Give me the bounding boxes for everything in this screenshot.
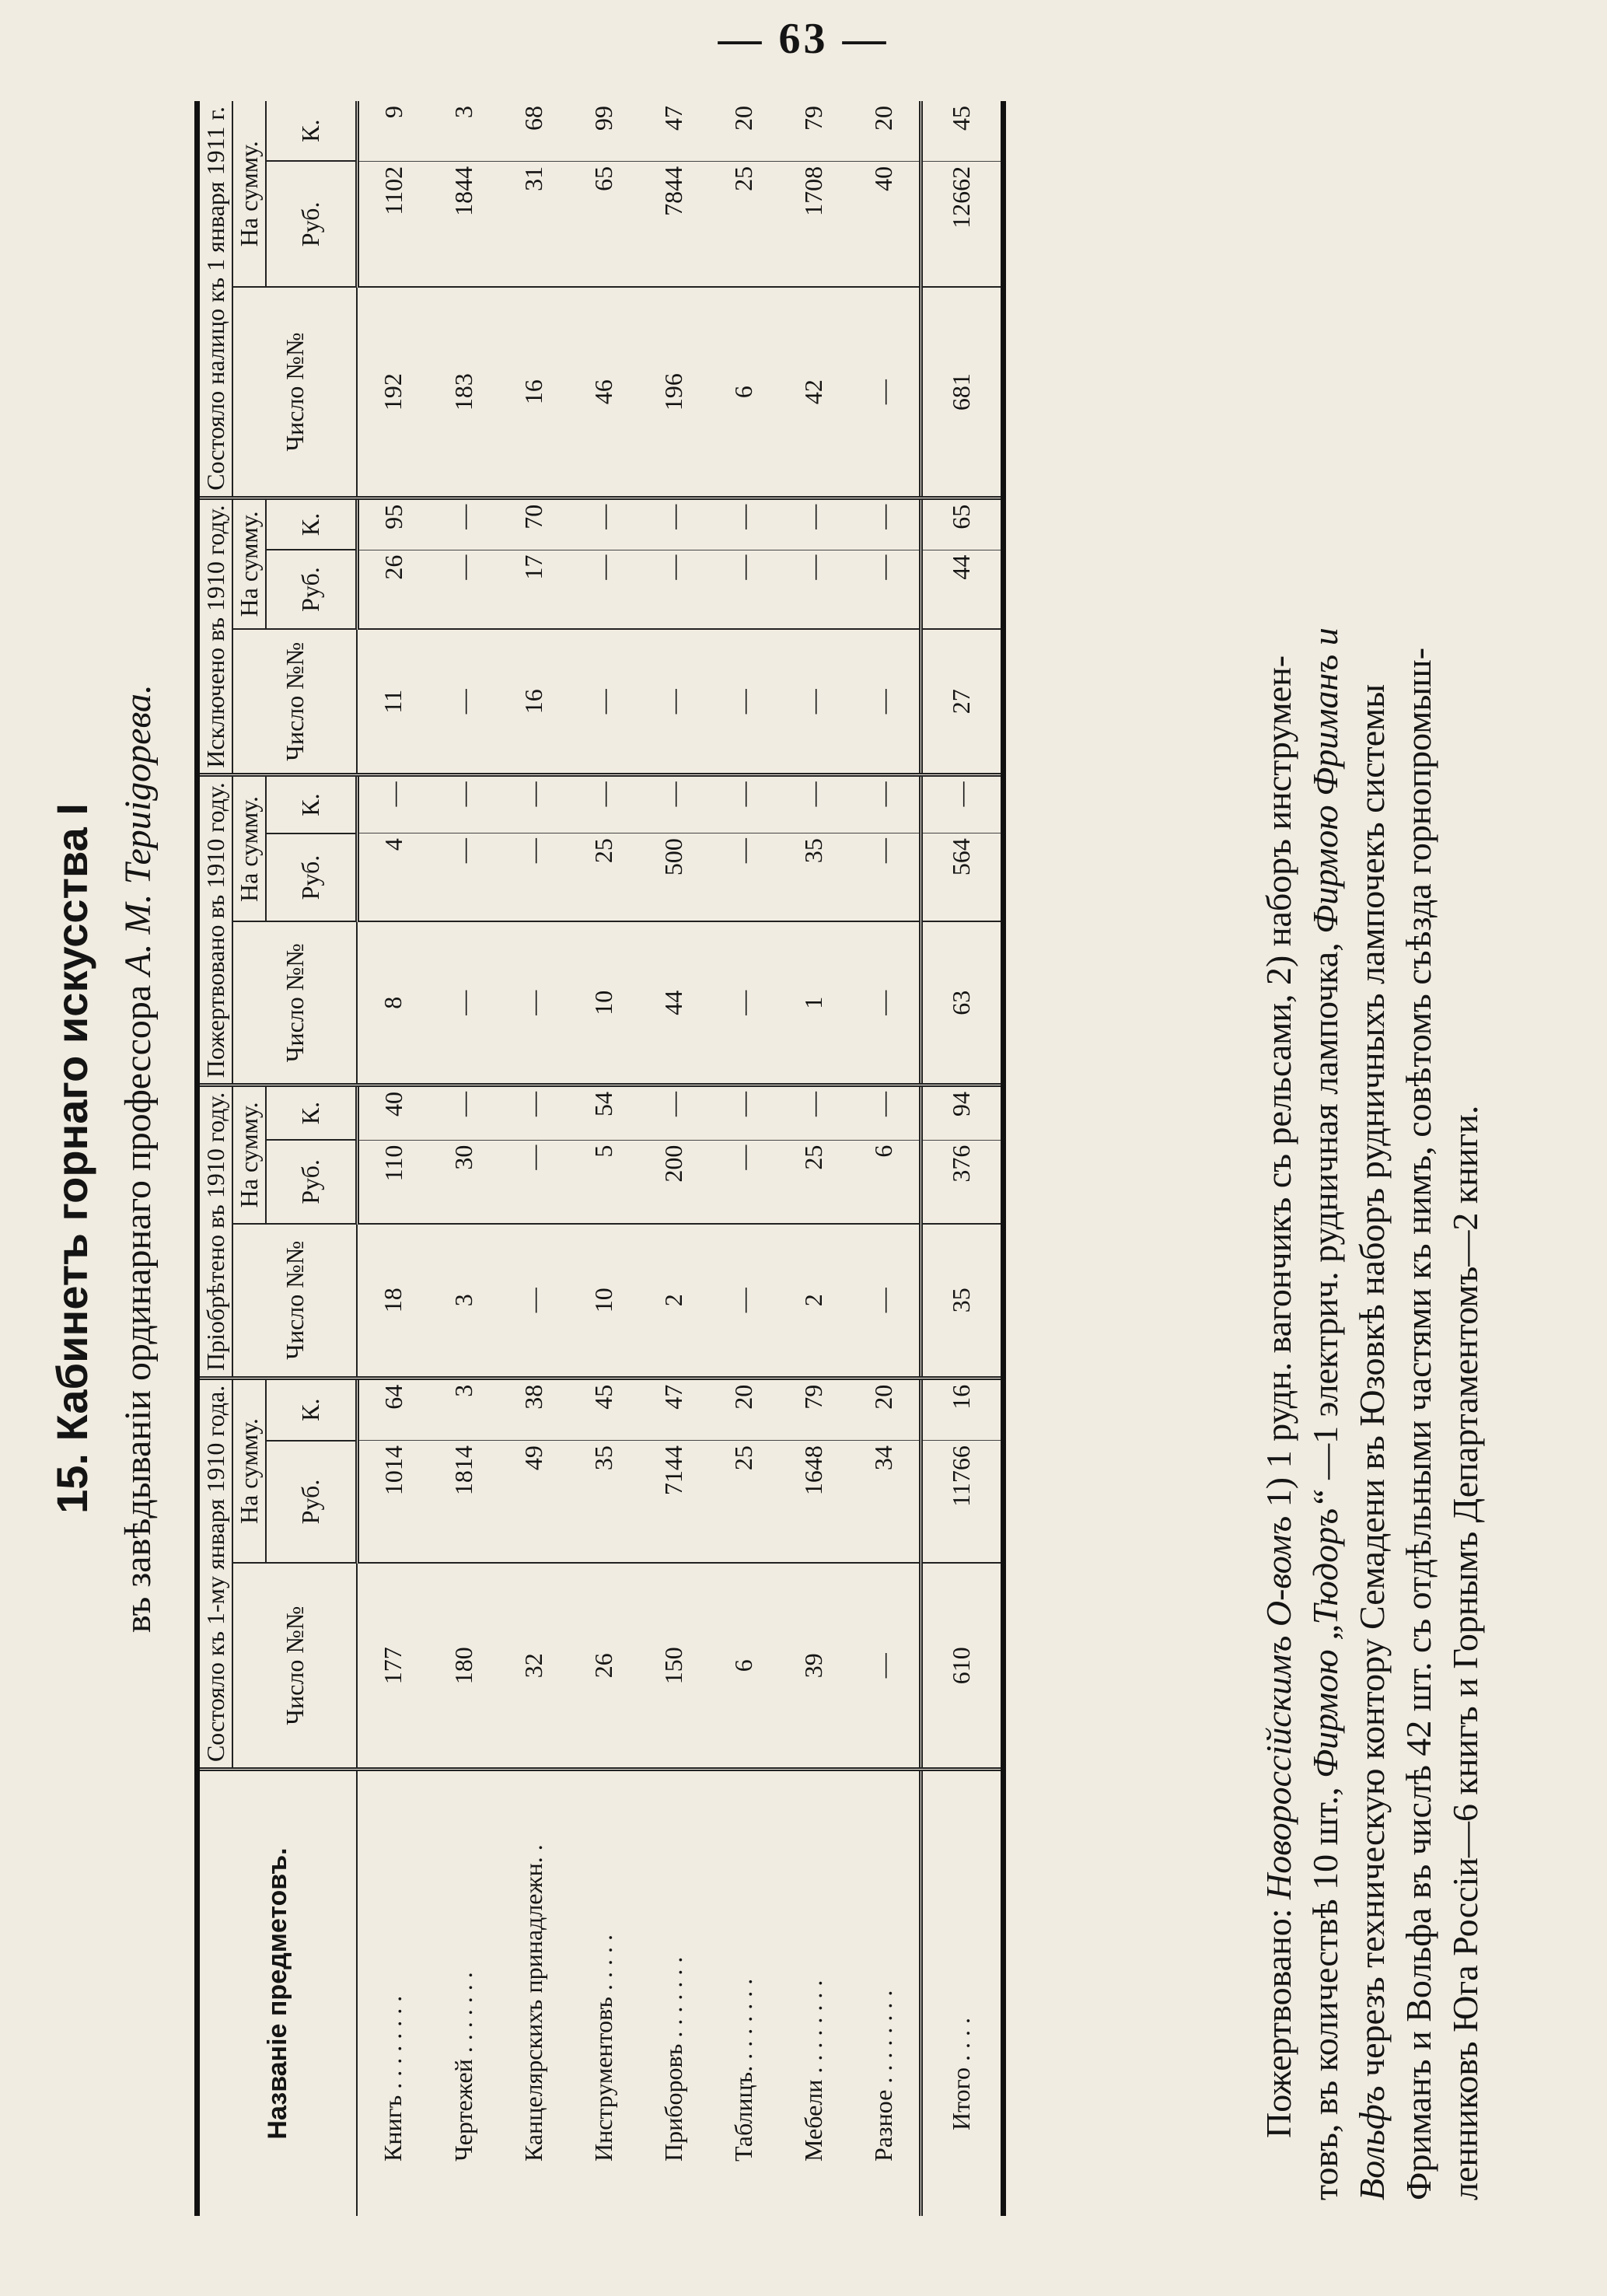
count-cell: 180	[429, 1563, 499, 1769]
kop-cell: 70	[499, 498, 569, 550]
kop-cell: —	[429, 775, 499, 833]
kop-header: К.	[266, 101, 358, 161]
kop-cell: 45	[569, 1378, 639, 1440]
kop-cell: 79	[779, 1378, 849, 1440]
item-name: Приборовъ . . . . . . .	[659, 1956, 688, 2161]
professor-name: А. М. Териigoрева.	[117, 684, 159, 976]
rub-header: Руб.	[266, 550, 358, 629]
sum-header: На сумму.	[232, 101, 266, 287]
kop-cell: —	[639, 1085, 709, 1140]
rub-cell: 12662	[921, 161, 1003, 287]
rub-cell: 1708	[779, 161, 849, 287]
footnote-line-5: ленниковъ Юга Россіи—6 книгъ и Горнымъ Департаментомъ—2 книги.	[1445, 1105, 1485, 2200]
group-header-3: Исключено въ 1910 году.	[197, 498, 232, 775]
count-cell: —	[429, 922, 499, 1085]
rub-cell: —	[709, 550, 779, 629]
count-header: Число №№	[232, 1224, 357, 1378]
kop-cell: —	[709, 775, 779, 833]
kop-cell: —	[569, 498, 639, 550]
rub-cell: 40	[849, 161, 921, 287]
count-cell: 196	[639, 287, 709, 498]
kop-cell: 79	[779, 101, 849, 161]
count-cell: 183	[429, 287, 499, 498]
footnote-donor: Фирмою Фриманъ и	[1305, 627, 1345, 934]
count-cell: —	[499, 922, 569, 1085]
count-cell: —	[709, 1224, 779, 1378]
kop-cell: 47	[639, 101, 709, 161]
count-cell: 26	[569, 1563, 639, 1769]
inventory-table	[194, 101, 1006, 2216]
footnote-text: Пожертвовано:	[1259, 1899, 1298, 2138]
kop-cell: 47	[639, 1378, 709, 1440]
rub-cell: 7144	[639, 1441, 709, 1564]
count-cell: —	[849, 1224, 921, 1378]
kop-cell: 3	[429, 101, 499, 161]
kop-header: К.	[266, 775, 358, 833]
kop-cell: —	[429, 1085, 499, 1140]
table-body	[357, 101, 1003, 2216]
count-cell: 6	[709, 1563, 779, 1769]
kop-header: К.	[266, 1378, 358, 1440]
count-cell: 2	[639, 1224, 709, 1378]
rub-cell: 1648	[779, 1441, 849, 1564]
kop-cell: —	[921, 775, 1003, 833]
kop-cell: —	[499, 1085, 569, 1140]
donation-footnote	[1256, 117, 1489, 2200]
rub-cell: 65	[569, 161, 639, 287]
kop-cell: 38	[499, 1378, 569, 1440]
rub-header: Руб.	[266, 833, 358, 922]
rub-cell: 4	[357, 833, 429, 922]
kop-cell: 64	[357, 1378, 429, 1440]
rub-cell: 35	[569, 1441, 639, 1564]
item-name: Инструментовъ . . . . .	[589, 1934, 618, 2161]
rub-cell: 1102	[357, 161, 429, 287]
kop-cell: —	[779, 775, 849, 833]
count-cell: 2	[779, 1224, 849, 1378]
count-cell: —	[639, 629, 709, 775]
group-header-4: Состояло налицо къ 1 января 1911 г.	[197, 101, 232, 498]
count-cell: 46	[569, 287, 639, 498]
kop-cell: 20	[849, 1378, 921, 1440]
rub-cell: —	[499, 1140, 569, 1224]
table-row	[849, 101, 921, 2216]
table-row	[639, 101, 709, 2216]
rub-cell: 44	[921, 550, 1003, 629]
item-name: Книгъ . . . . . . . .	[379, 1995, 407, 2161]
rub-cell: 17	[499, 550, 569, 629]
count-cell: —	[779, 629, 849, 775]
kop-cell: 65	[921, 498, 1003, 550]
count-cell: 27	[921, 629, 1003, 775]
kop-cell: —	[709, 498, 779, 550]
rub-cell: 31	[499, 161, 569, 287]
kop-cell: —	[779, 498, 849, 550]
count-cell: —	[849, 1563, 921, 1769]
rub-cell: 25	[709, 1441, 779, 1564]
kop-cell: —	[499, 775, 569, 833]
footnote-text: 1) 1 рудн. вагончикъ съ рельсами, 2) наборъ инструмен-	[1259, 655, 1298, 1516]
rub-cell: 34	[849, 1441, 921, 1564]
count-cell: 18	[357, 1224, 429, 1378]
rub-cell: —	[779, 550, 849, 629]
count-cell: —	[709, 922, 779, 1085]
rub-cell: 25	[779, 1140, 849, 1224]
footnote-text: —1 электрич. рудничная лампочка,	[1305, 933, 1345, 1489]
kop-cell: 94	[921, 1085, 1003, 1140]
count-header: Число №№	[232, 287, 357, 498]
table-row	[569, 101, 639, 2216]
count-cell: 177	[357, 1563, 429, 1769]
kop-cell: —	[849, 1085, 921, 1140]
rub-cell: —	[429, 550, 499, 629]
kop-cell: 40	[357, 1085, 429, 1140]
total-label: Итого . . . .	[921, 1770, 1003, 2217]
count-cell: 8	[357, 922, 429, 1085]
count-cell: 610	[921, 1563, 1003, 1769]
sum-header: На сумму.	[232, 1085, 266, 1223]
count-cell: —	[849, 922, 921, 1085]
count-cell: 11	[357, 629, 429, 775]
footnote-donor: Вольфъ	[1352, 2085, 1392, 2200]
rub-cell: 25	[709, 161, 779, 287]
kop-cell: —	[779, 1085, 849, 1140]
footnote-line-3	[1349, 117, 1396, 2200]
count-cell: 681	[921, 287, 1003, 498]
count-cell: 10	[569, 1224, 639, 1378]
sum-header: На сумму.	[232, 1378, 266, 1563]
count-cell: 63	[921, 922, 1003, 1085]
rub-cell: 1844	[429, 161, 499, 287]
rub-cell: —	[429, 833, 499, 922]
rub-cell: —	[499, 833, 569, 922]
count-cell: 6	[709, 287, 779, 498]
rub-cell: —	[709, 833, 779, 922]
count-cell: 3	[429, 1224, 499, 1378]
count-cell: —	[849, 287, 921, 498]
footnote-text: черезъ техническую контору Семадени въ Юзовкѣ наборъ рудничныхъ лампочекъ системы	[1352, 683, 1392, 2086]
table-row	[779, 101, 849, 2216]
table-row	[429, 101, 499, 2216]
group-header-1: Пріобрѣтено въ 1910 году.	[197, 1085, 232, 1378]
item-name: Разное . . . . . . . .	[869, 1990, 898, 2161]
kop-cell: —	[569, 775, 639, 833]
group-header-0: Состояло къ 1-му января 1910 года.	[197, 1378, 232, 1769]
rub-cell: 6	[849, 1140, 921, 1224]
kop-header: К.	[266, 498, 358, 550]
rub-cell: 1014	[357, 1441, 429, 1564]
footnote-line-4: Фриманъ и Вольфа въ числѣ 42 шт. съ отдѣльными частями къ нимъ, совѣтомъ съѣзда горнопромыш-	[1399, 647, 1438, 2200]
rub-header: Руб.	[266, 1441, 358, 1564]
count-cell: 16	[499, 287, 569, 498]
count-cell: 150	[639, 1563, 709, 1769]
rub-cell: —	[639, 550, 709, 629]
kop-cell: —	[429, 498, 499, 550]
count-cell: 192	[357, 287, 429, 498]
count-cell: 42	[779, 287, 849, 498]
sum-header: На сумму.	[232, 498, 266, 629]
footnote-line-1	[1256, 117, 1302, 2200]
footnote-text: товъ, въ количествѣ 10 шт.,	[1305, 1777, 1345, 2200]
kop-cell: —	[639, 498, 709, 550]
kop-cell: 3	[429, 1378, 499, 1440]
rub-cell: —	[849, 550, 921, 629]
count-cell: 32	[499, 1563, 569, 1769]
rub-cell: 25	[569, 833, 639, 922]
kop-cell: —	[709, 1085, 779, 1140]
section-heading: 15. Кабинетъ горнаго искусства I	[47, 803, 96, 1514]
count-cell: —	[429, 629, 499, 775]
rub-cell: 376	[921, 1140, 1003, 1224]
rub-cell: 110	[357, 1140, 429, 1224]
kop-cell: 16	[921, 1378, 1003, 1440]
rub-cell: 200	[639, 1140, 709, 1224]
rub-cell: 7844	[639, 161, 709, 287]
rub-cell: —	[849, 833, 921, 922]
rub-cell: 500	[639, 833, 709, 922]
group-header-2: Пожертвовано въ 1910 году.	[197, 775, 232, 1085]
subheading-prefix: въ завѣдываніи ординарнаго профессора	[117, 975, 159, 1633]
rub-header: Руб.	[266, 1140, 358, 1224]
kop-cell: —	[849, 498, 921, 550]
footnote-donor: Фирмою „Тюдоръ“	[1305, 1488, 1345, 1778]
sum-header: На сумму.	[232, 775, 266, 922]
footnote-line-2	[1302, 117, 1349, 2200]
kop-cell: —	[357, 775, 429, 833]
count-cell: —	[569, 629, 639, 775]
name-header: Названіе предметовъ.	[197, 1770, 358, 2217]
rub-cell: 1814	[429, 1441, 499, 1564]
kop-cell: 99	[569, 101, 639, 161]
kop-cell: 20	[709, 1378, 779, 1440]
count-header: Число №№	[232, 629, 357, 775]
count-cell: 1	[779, 922, 849, 1085]
rub-cell: 30	[429, 1140, 499, 1224]
kop-cell: —	[639, 775, 709, 833]
count-cell: —	[849, 629, 921, 775]
count-cell: —	[499, 1224, 569, 1378]
kop-cell: —	[849, 775, 921, 833]
count-cell: —	[709, 629, 779, 775]
footnote-donor: Новороссійскимъ О-вомъ	[1259, 1515, 1298, 1899]
kop-cell: 68	[499, 101, 569, 161]
rub-cell: 26	[357, 550, 429, 629]
rub-cell: 49	[499, 1441, 569, 1564]
kop-cell: 54	[569, 1085, 639, 1140]
kop-cell: 95	[357, 498, 429, 550]
count-cell: 44	[639, 922, 709, 1085]
count-cell: 16	[499, 629, 569, 775]
count-cell: 39	[779, 1563, 849, 1769]
count-cell: 35	[921, 1224, 1003, 1378]
count-header: Число №№	[232, 1563, 357, 1769]
item-name: Канцелярскихъ принадлежн. .	[519, 1844, 548, 2161]
rotated-content	[31, 70, 1508, 2247]
rub-cell: —	[569, 550, 639, 629]
count-cell: 10	[569, 922, 639, 1085]
rub-cell: 5	[569, 1140, 639, 1224]
table-row	[499, 101, 569, 2216]
kop-header: К.	[266, 1085, 358, 1140]
kop-cell: 9	[357, 101, 429, 161]
kop-cell: 45	[921, 101, 1003, 161]
total-row	[921, 101, 1003, 2216]
item-name: Мебели . . . . . . . .	[799, 1980, 828, 2161]
kop-cell: 20	[709, 101, 779, 161]
item-name: Таблицъ. . . . . . . .	[729, 1978, 758, 2161]
rub-cell: 11766	[921, 1441, 1003, 1564]
kop-cell: 20	[849, 101, 921, 161]
rub-cell: —	[709, 1140, 779, 1224]
rub-cell: 564	[921, 833, 1003, 922]
table-row	[709, 101, 779, 2216]
rub-cell: 35	[779, 833, 849, 922]
count-header: Число №№	[232, 922, 357, 1085]
table-row	[357, 101, 429, 2216]
rub-header: Руб.	[266, 161, 358, 287]
page-number: — 63 —	[718, 15, 889, 63]
item-name: Чертежей . . . . . . .	[449, 1972, 478, 2161]
section-subheading	[117, 70, 159, 2247]
